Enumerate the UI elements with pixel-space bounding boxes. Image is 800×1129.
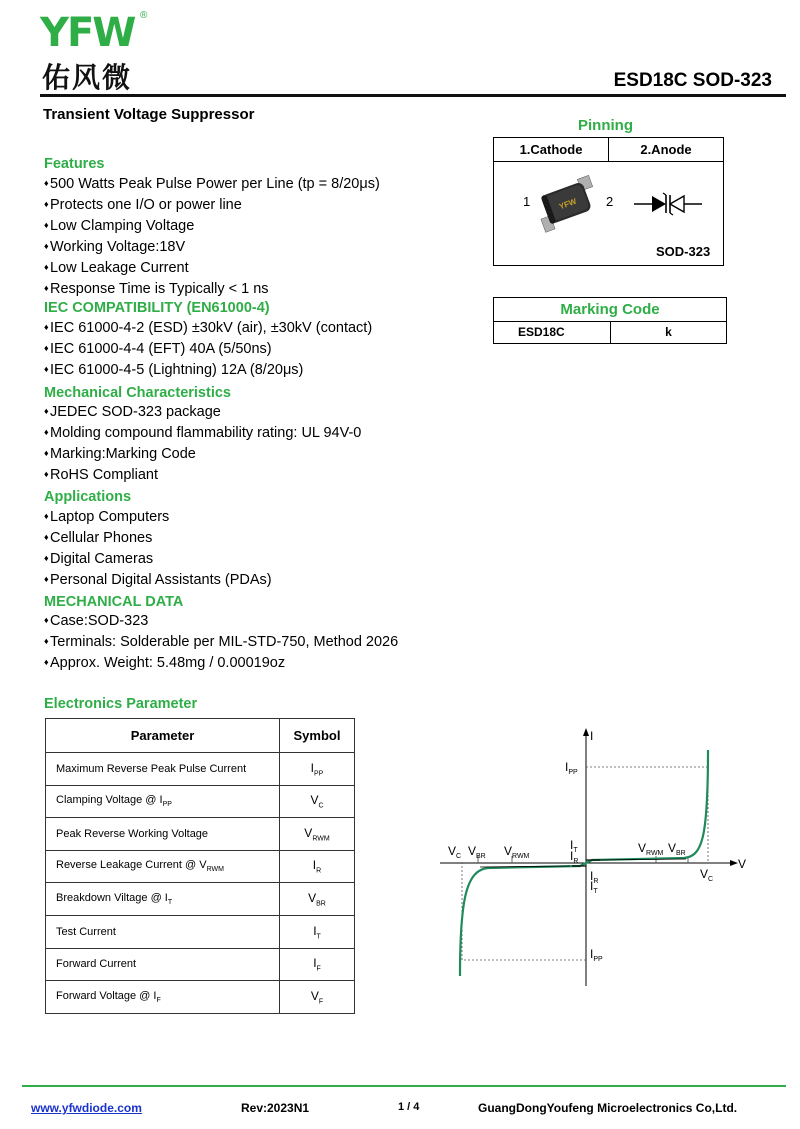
symbol-cell: $V_C$: [280, 785, 355, 818]
ir-top-label: $I_R$: [570, 849, 579, 865]
header-divider: [40, 94, 786, 97]
bullet-icon: ♦: [44, 427, 49, 437]
bullet-icon: ♦: [44, 657, 49, 667]
symbol-cell: $I_R$: [280, 850, 355, 883]
list-item: [44, 359, 372, 380]
pin1-label: 1: [523, 194, 531, 209]
list-item: [44, 257, 380, 278]
bullet-icon: ♦: [44, 199, 49, 209]
list-item: [44, 443, 361, 464]
bullet-icon: ♦: [44, 511, 49, 521]
bullet-icon: ♦: [44, 220, 49, 230]
list-item-text: IEC 61000-4-2 (ESD) ±30kV (air), ±30kV (contact): [50, 320, 373, 336]
applications-heading: Applications: [44, 489, 132, 505]
package-label: SOD-323: [656, 244, 711, 259]
list-item: [44, 610, 398, 631]
bullet-icon: ♦: [44, 364, 49, 374]
mechanical-list: [44, 401, 361, 485]
list-item: [44, 527, 272, 548]
parameter-cell: Forward Voltage @ $I_F$: [46, 981, 280, 1014]
parameter-column-header: Parameter: [46, 719, 280, 753]
symbol-cell: $V_{RWM}$: [280, 818, 355, 851]
ir-bottom-label: $I_R$: [590, 869, 599, 885]
list-item: [44, 278, 380, 299]
marking-part-number: ESD18C: [494, 322, 611, 343]
symbol-cell: $I_F$: [280, 948, 355, 981]
chip-marking: YFW: [557, 196, 578, 212]
list-item: [44, 236, 380, 257]
page-number: 1 / 4: [398, 1101, 420, 1113]
table-row: [46, 915, 355, 948]
mechanical-data-heading: MECHANICAL DATA: [44, 594, 184, 610]
bullet-icon: ♦: [44, 343, 49, 353]
vrwm-right-label: $V_{RWM}$: [638, 841, 664, 857]
revision-label: Rev:2023N1: [241, 1101, 310, 1115]
mechanical-data-list: [44, 610, 398, 673]
pin-cathode-header: 1.Cathode: [494, 138, 609, 161]
bullet-icon: ♦: [44, 322, 49, 332]
bullet-icon: ♦: [44, 241, 49, 251]
list-item: [44, 464, 361, 485]
website-link[interactable]: www.yfwdiode.com: [31, 1101, 142, 1115]
logo-text: YFW: [40, 10, 135, 56]
symbol-cell: $I_T$: [280, 915, 355, 948]
it-bottom-label: $I_T$: [590, 879, 598, 895]
vrwm-left-label: $V_{RWM}$: [504, 844, 530, 860]
bullet-icon: ♦: [44, 532, 49, 542]
ipp-bottom-label: $I_{PP}$: [590, 947, 603, 963]
table-row: [46, 850, 355, 883]
table-row: [46, 981, 355, 1014]
list-item: [44, 173, 380, 194]
mechanical-heading: Mechanical Characteristics: [44, 385, 231, 401]
vc-left-label: $V_C$: [448, 844, 462, 860]
list-item: [44, 401, 361, 422]
parameter-cell: Peak Reverse Working Voltage: [46, 818, 280, 851]
symbol-cell: $V_{BR}$: [280, 883, 355, 916]
list-item-text: Digital Cameras: [50, 551, 154, 567]
footer-divider: [22, 1085, 786, 1087]
it-top-label: $I_T$: [570, 838, 578, 854]
parameter-cell: Breakdown Viltage @ $I_T$: [46, 883, 280, 916]
vc-right-label: $V_C$: [700, 867, 714, 883]
voltage-axis-label: V: [738, 857, 747, 871]
pin-anode-header: 2.Anode: [640, 142, 692, 157]
parameter-cell: Reverse Leakage Current @ $V_{RWM}$: [46, 850, 280, 883]
symbol-cell: $V_F$: [280, 981, 355, 1014]
list-item: [44, 422, 361, 443]
list-item-text: Protects one I/O or power line: [50, 197, 242, 213]
list-item-text: Case:SOD-323: [50, 613, 149, 629]
current-axis-arrow: [583, 728, 589, 736]
bullet-icon: ♦: [44, 553, 49, 563]
marking-code-table: [493, 297, 727, 344]
bullet-icon: ♦: [44, 406, 49, 416]
list-item-text: Personal Digital Assistants (PDAs): [50, 572, 272, 588]
pin2-label: 2: [606, 194, 614, 209]
table-row: [46, 785, 355, 818]
current-axis-label: I: [590, 729, 594, 743]
features-heading: Features: [44, 156, 105, 172]
brand-logo: [40, 10, 160, 92]
list-item-text: RoHS Compliant: [50, 467, 158, 483]
list-item-text: Response Time is Typically < 1 ns: [50, 281, 269, 297]
table-row: [46, 948, 355, 981]
marking-code-heading: Marking Code: [494, 298, 726, 322]
bidirectional-tvs-symbol-icon: [634, 190, 702, 218]
bullet-icon: ♦: [44, 283, 49, 293]
list-item-text: Terminals: Solderable per MIL-STD-750, Method 2026: [50, 634, 399, 650]
bullet-icon: ♦: [44, 448, 49, 458]
document-subtitle: Transient Voltage Suppressor: [43, 106, 255, 123]
list-item-text: JEDEC SOD-323 package: [50, 404, 221, 420]
list-item-text: IEC 61000-4-5 (Lightning) 12A (8/20μs): [50, 362, 304, 378]
bullet-icon: ♦: [44, 178, 49, 188]
list-item-text: Laptop Computers: [50, 509, 170, 525]
company-name: GuangDongYoufeng Microelectronics Co,Ltd.: [478, 1101, 738, 1115]
iec-heading: IEC COMPATIBILITY (EN61000-4): [44, 300, 270, 316]
list-item-text: Working Voltage:18V: [50, 239, 186, 255]
bullet-icon: ♦: [44, 615, 49, 625]
bullet-icon: ♦: [44, 469, 49, 479]
list-item: [44, 317, 372, 338]
list-item: [44, 652, 398, 673]
bullet-icon: ♦: [44, 574, 49, 584]
iv-characteristic-chart: [440, 720, 760, 990]
parameter-cell: Test Current: [46, 915, 280, 948]
symbol-column-header: Symbol: [280, 719, 355, 753]
list-item: [44, 215, 380, 236]
iec-list: [44, 317, 372, 380]
parameter-cell: Forward Current: [46, 948, 280, 981]
features-list: [44, 173, 380, 299]
list-item-text: Approx. Weight: 5.48mg / 0.00019oz: [50, 655, 286, 671]
ipp-top-label: $I_{PP}$: [565, 760, 578, 776]
list-item-text: Molding compound flammability rating: UL 94V-0: [50, 425, 362, 441]
electronics-parameter-table: [45, 718, 355, 1014]
table-row: [46, 883, 355, 916]
list-item: [44, 338, 372, 359]
list-item: [44, 506, 272, 527]
table-row: [46, 818, 355, 851]
list-item-text: 500 Watts Peak Pulse Power per Line (tp = 8/20μs): [50, 176, 380, 192]
table-row: [46, 753, 355, 786]
pinning-table: [493, 137, 724, 266]
marking-code-value: k: [665, 325, 672, 339]
list-item-text: Low Clamping Voltage: [50, 218, 195, 234]
list-item: [44, 631, 398, 652]
applications-list: [44, 506, 272, 590]
list-item: [44, 194, 380, 215]
logo-chinese-name: 佑风微: [42, 61, 133, 94]
bullet-icon: ♦: [44, 636, 49, 646]
parameter-cell: Maximum Reverse Peak Pulse Current: [46, 753, 280, 786]
list-item: [44, 569, 272, 590]
vbr-left-label: $V_{BR}$: [468, 844, 486, 860]
vbr-right-label: $V_{BR}$: [668, 841, 686, 857]
list-item-text: Low Leakage Current: [50, 260, 189, 276]
voltage-axis-arrow: [730, 860, 738, 866]
sod323-package-image: [536, 174, 604, 236]
list-item: [44, 548, 272, 569]
list-item-text: Marking:Marking Code: [50, 446, 196, 462]
pinning-heading: Pinning: [578, 117, 633, 134]
list-item-text: Cellular Phones: [50, 530, 153, 546]
list-item-text: IEC 61000-4-4 (EFT) 40A (5/50ns): [50, 341, 272, 357]
registered-mark: ®: [140, 10, 148, 21]
bullet-icon: ♦: [44, 262, 49, 272]
electronics-heading: Electronics Parameter: [44, 696, 198, 712]
document-title: ESD18C SOD-323: [613, 70, 772, 91]
parameter-cell: Clamping Voltage @ $I_{PP}$: [46, 785, 280, 818]
symbol-cell: $I_{PP}$: [280, 753, 355, 786]
